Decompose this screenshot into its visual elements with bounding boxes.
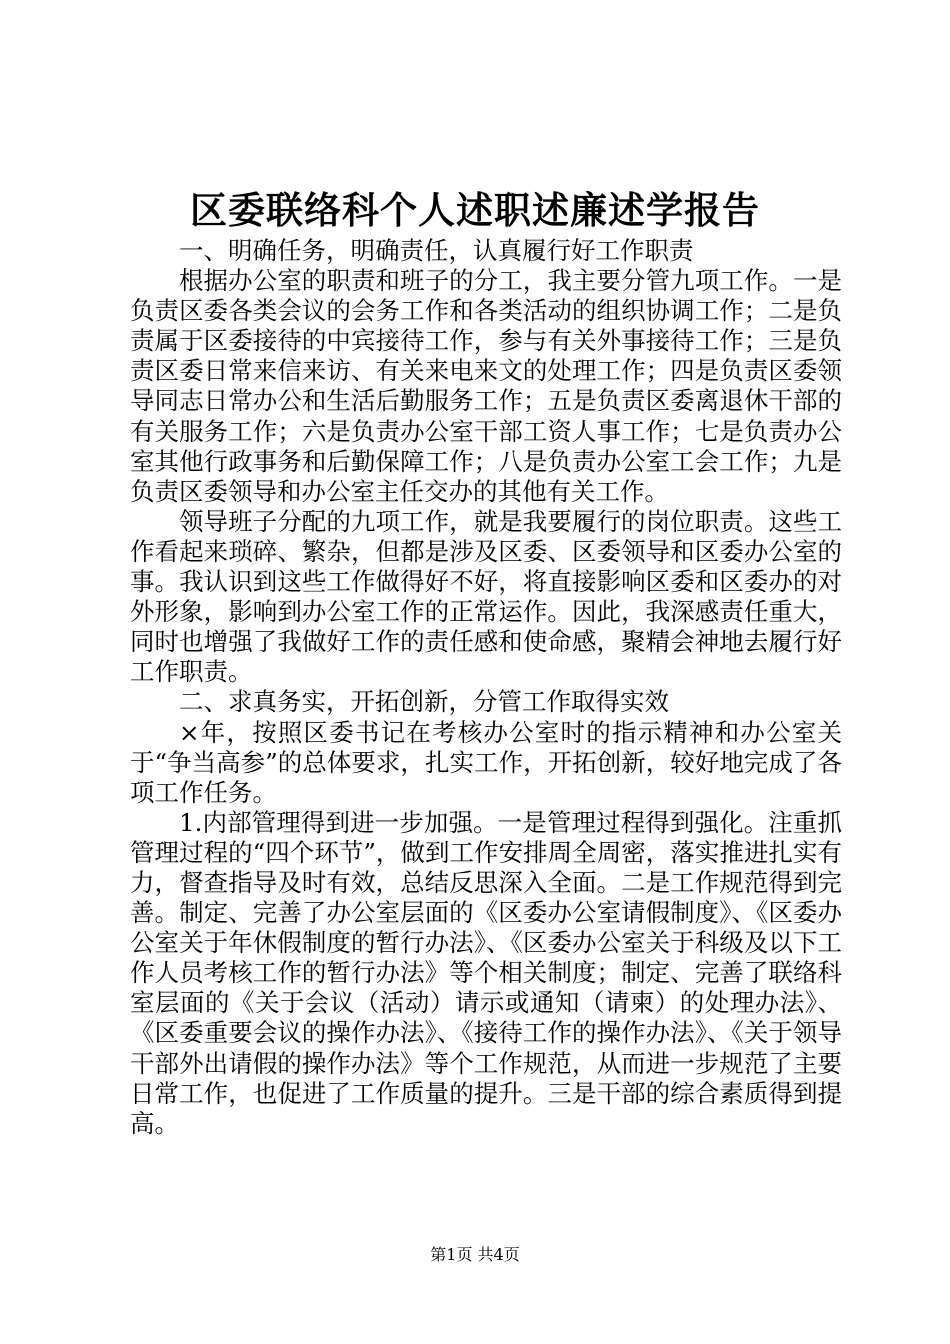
document-title: 区委联络科个人述职述廉述学报告 xyxy=(190,188,760,232)
section-heading-1: 一、明确任务，明确责任，认真履行好工作职责 xyxy=(179,236,694,265)
paragraph-responsibility: 领导班子分配的九项工作，就是我要履行的岗位职责。这些工作看起来琐碎、繁杂，但都是涉及区委、区委领导和区委办公室的事。我认识到这些工作做得好不好，将直接影响区委和区委办的对外形象，影响到办公室工作的正常运作。因此，我深感责任重大，同时也增强了我做好工作的责任感和使命感，聚精会神地去履行好工作职责。 xyxy=(130,506,842,687)
page-footer: 第1页 共4页 xyxy=(430,1245,520,1264)
document-body xyxy=(130,236,842,1139)
section-heading-2: 二、求真务实，开拓创新，分管工作取得实效 xyxy=(179,687,669,717)
paragraph-duties: 根据办公室的职责和班子的分工，我主要分管九项工作。一是负责区委各类会议的会务工作和各类活动的组织协调工作；二是负责属于区委接待的中宾接待工作，参与有关外事接待工作；三是负责区委日常来信来访、有关来电来文的处理工作；四是负责区委领导同志日常办公和生活后勤服务工作；五是负责区委离退休干部的有关服务工作；六是负责办公室干部工资人事工作；七是负责办公室其他行政事务和后勤保障工作；八是负责办公室工会工作；九是负责区委领导和办公室主任交办的其他有关工作。 xyxy=(130,266,842,506)
paragraph-year-summary: ×年，按照区委书记在考核办公室时的指示精神和办公室关于“争当高参”的总体要求，扎实工作，开拓创新，较好地完成了各项工作任务。 xyxy=(130,717,842,807)
paragraph-internal-management: 1.内部管理得到进一步加强。一是管理过程得到强化。注重抓管理过程的“四个环节”，做到工作安排周全周密，落实推进扎实有力，督查指导及时有效，总结反思深入全面。二是工作规范得到完善。制定、完善了办公室层面的《区委办公室请假制度》、《区委办公室关于年休假制度的暂行办法》、《区委办公室关于科级及以下工作人员考核工作的暂行办法》等个相关制度；制定、完善了联络科室层面的《关于会议（活动）请示或通知（请柬）的处理办法》、《区委重要会议的操作办法》、《接待工作的操作办法》、《关于领导干部外出请假的操作办法》等个工作规范，从而进一步规范了主要日常工作，也促进了工作质量的提升。三是干部的综合素质得到提高。 xyxy=(130,807,842,1138)
